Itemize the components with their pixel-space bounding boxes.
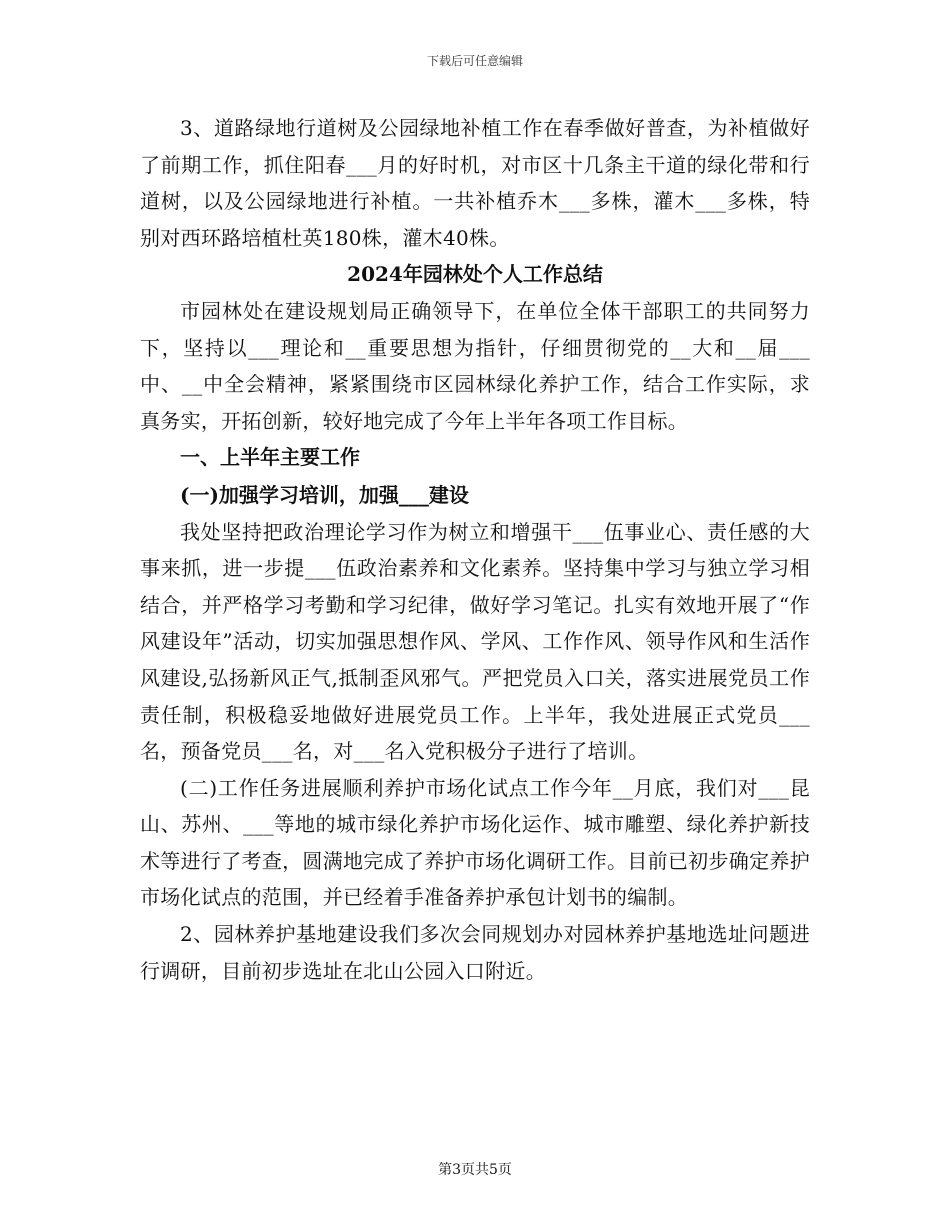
paragraph-study: 我处坚持把政治理论学习作为树立和增强干___伍事业心、责任感的大事来抓，进一步提___伍政治素养和文化素养。坚持集中学习与独立学习相结合，并严格学习考勤和学习纪律，做好学习笔记。扎实有效地开展了“作风建设年”活动，切实加强思想作风、学风、工作作风、领导作风和生活作风建设,弘扬新风正气,抵制歪风邪气。严把党员入口关，落实进展党员工作责任制，积极稳妥地做好进展党员工作。上半年，我处进展正式党员___名，预备党员___名，对___名入党积极分子进行了培训。 (140, 519, 810, 764)
section-heading: 一、上半年主要工作 (180, 445, 360, 470)
paragraph-base: 2、园林养护基地建设我们多次会同规划办对园林养护基地选址问题进行调研，目前初步选址在北山公园入口附近。 (140, 922, 810, 983)
page-header: 下载后可任意编辑 (426, 54, 523, 68)
page-footer: 第3页共5页 (438, 1162, 512, 1178)
paragraph-market: (二)工作任务进展顺利养护市场化试点工作今年__月底，我们对___昆山、苏州、___等地的城市绿化养护市场化运作、城市雕塑、绿化养护新技术等进行了考查，圆满地完成了养护市场化调研工作。目前已初步确定养护市场化试点的范围，并已经着手准备养护承包计划书的编制。 (140, 775, 810, 910)
document-body (140, 110, 810, 989)
paragraph-road-greening: 3、道路绿地行道树及公园绿地补植工作在春季做好普查，为补植做好了前期工作，抓住阳春___月的好时机，对市区十几条主干道的绿化带和行道树，以及公园绿地进行补植。一共补植乔木___多株，灌木___多株，特别对西环路培植杜英180株，灌木40株。 (140, 116, 810, 250)
document-title: 2024年园林处个人工作总结 (347, 262, 603, 287)
paragraph-intro: 市园林处在建设规划局正确领导下，在单位全体干部职工的共同努力下，坚持以___理论和__重要思想为指针，仔细贯彻党的__大和__届___中、__中全会精神，紧紧围绕市区园林绿化养护工作，结合工作实际，求真务实，开拓创新，较好地完成了今年上半年各项工作目标。 (140, 298, 810, 433)
subsection-heading: (一)加强学习培训，加强___建设 (180, 482, 469, 507)
